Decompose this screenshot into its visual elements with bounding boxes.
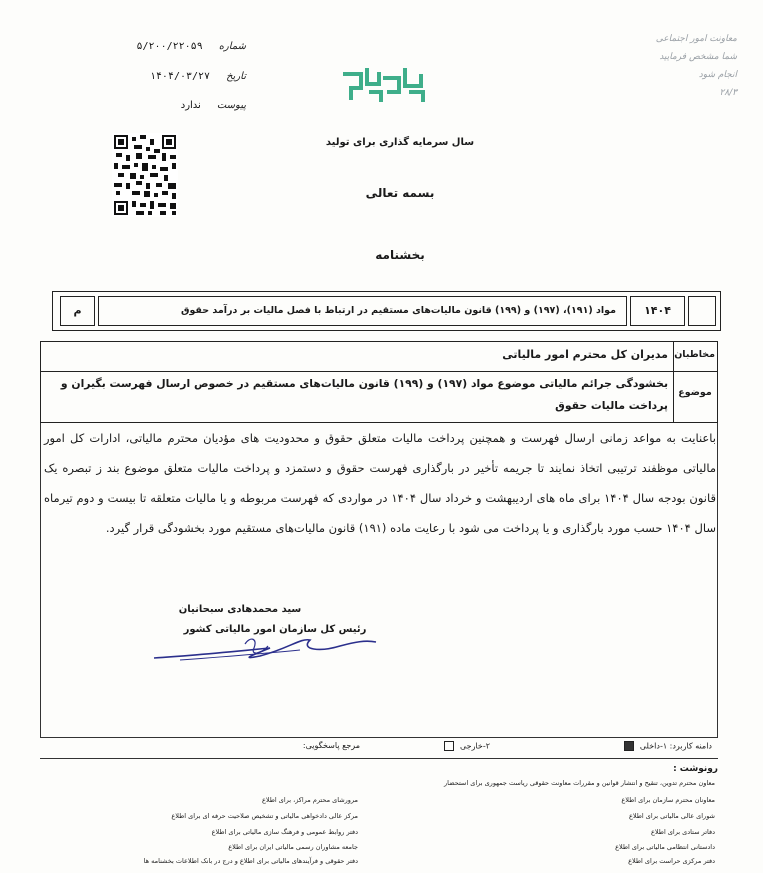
table-row-divider (40, 371, 718, 372)
hand-line: شما مشخص فرمایید (659, 52, 737, 62)
signatory-title: رئیس کل سازمان امور مالیاتی کشور (183, 624, 367, 635)
copy-recipient: دفتر مرکزی حراست برای اطلاع (628, 857, 715, 865)
letter-number-row (96, 37, 246, 55)
attachment-value: ندارد (180, 99, 201, 111)
scope-group (600, 741, 712, 751)
scope-label: دامنه کاربرد: (669, 741, 712, 751)
letter-body: باعنایت به مواعد زمانی ارسال فهرست و همچنین پرداخت مالیات متعلق حقوق و محدودیت های مؤدیان محترم مالیاتی، ادارات کل امور مالیاتی موظفند ترتیبی اتخاذ نمایند تا جریمه تأخیر در بارگذاری فهرست حقوق و دستمزد و پرداخت مالیات متعلق موضوع بند ز تبصره یک قانون بودجه سال ۱۴۰۴ برای ماه های اردیبهشت و خرداد سال ۱۴۰۴ در مواردی که فهرست مربوطه و یا مالیات متعلقه تا بیست و دوم تیرماه سال ۱۴۰۴ حسب مورد بارگذاری و یا پرداخت می شود با رعایت ماده (۱۹۱) قانون مالیات‌های مستقیم مورد بخشودگی قرار گیرد. (44, 431, 716, 535)
copies-title: رونوشت : (673, 764, 718, 774)
internal-checkbox (624, 741, 634, 751)
external-checkbox (444, 741, 454, 751)
date-label: تاریخ (226, 70, 246, 82)
document-type: بخشنامه (375, 248, 425, 262)
hand-line: معاونت امور اجتماعی (655, 34, 737, 44)
copy-recipient: شورای عالی مالیاتی برای اطلاع (629, 812, 715, 820)
subject-line-1: بخشودگی جرائم مالیاتی موضوع مواد (۱۹۷) و (۱۹۹) قانون مالیات‌های مستقیم در خصوص ارسال فهرست بگیران و (60, 377, 668, 390)
frame-right (717, 423, 718, 737)
copy-recipient: دادستانی انتظامی مالیاتی برای اطلاع (615, 843, 715, 851)
number-label: شماره (218, 40, 246, 52)
qr-code (112, 133, 178, 217)
copy-recipient: دفتر حقوقی و فرآیندهای مالیاتی برای اطلاع و درج در بانک اطلاعات بخشنامه ها (143, 857, 358, 865)
attachment-row (96, 96, 246, 114)
classification-code: م (73, 304, 82, 317)
copy-recipient: معاون محترم تدوین، تنقیح و انتشار قوانین و مقررات معاونت حقوقی ریاست جمهوری برای استحضار (444, 779, 715, 787)
tax-organization-logo (341, 64, 427, 104)
signatory-name: سید محمدهادی سبحانیان (178, 604, 302, 615)
copy-recipient: دفاتر ستادی برای اطلاع (651, 828, 715, 836)
copy-recipient: معاونان محترم سازمان برای اطلاع (621, 796, 715, 804)
letter-date: ۱۴۰۴/۰۳/۲۷ (149, 70, 211, 82)
copy-recipient: مرورشای محترم مراکز، برای اطلاع (261, 796, 358, 804)
basmala: بسمه تعالی (365, 186, 435, 200)
copy-recipient: جامعه مشاوران رسمی مالیاتی ایران برای اطلاع (228, 843, 358, 851)
letter-number: ۵/۲۰۰/۲۲۰۵۹ (136, 40, 203, 52)
subject-line-2: پرداخت مالیات حقوق (555, 399, 668, 412)
frame-left (40, 423, 41, 737)
hand-line: ۲۸/۳ (719, 88, 737, 98)
subject-label: موضوع (678, 387, 712, 398)
classification-title: مواد (۱۹۱)، (۱۹۷) و (۱۹۹) قانون مالیات‌های مستقیم در ارتباط با فصل مالیات بر درآمد حقوق (180, 305, 616, 316)
copy-recipient: مرکز عالی دادخواهی مالیاتی و تشخیص صلاحیت حرفه ای برای اطلاع (171, 812, 358, 820)
addressee-label: مخاطبان (674, 349, 715, 360)
empty-cell (688, 296, 716, 326)
handwritten-note (602, 30, 737, 102)
year-slogan: سال سرمایه گذاری برای تولید (325, 137, 475, 148)
copy-recipient: دفتر روابط عمومی و فرهنگ سازی مالیاتی برای اطلاع (211, 828, 358, 836)
reference-label: مرجع پاسخگویی: (302, 741, 360, 750)
signature-scribble (150, 626, 380, 666)
title-cell (98, 296, 627, 326)
external-option: ۲-خارجی (459, 741, 490, 751)
year-cell (630, 296, 685, 326)
internal-option: ۱-داخلی (639, 741, 668, 751)
letter-date-row (96, 67, 246, 85)
attachment-label: پیوست (216, 99, 246, 111)
code-cell (60, 296, 95, 326)
addressee-value: مدیران کل محترم امور مالیاتی (502, 348, 668, 361)
hand-line: انجام شود (698, 70, 737, 80)
classification-year: ۱۴۰۴ (644, 304, 671, 317)
external-group (410, 741, 490, 751)
